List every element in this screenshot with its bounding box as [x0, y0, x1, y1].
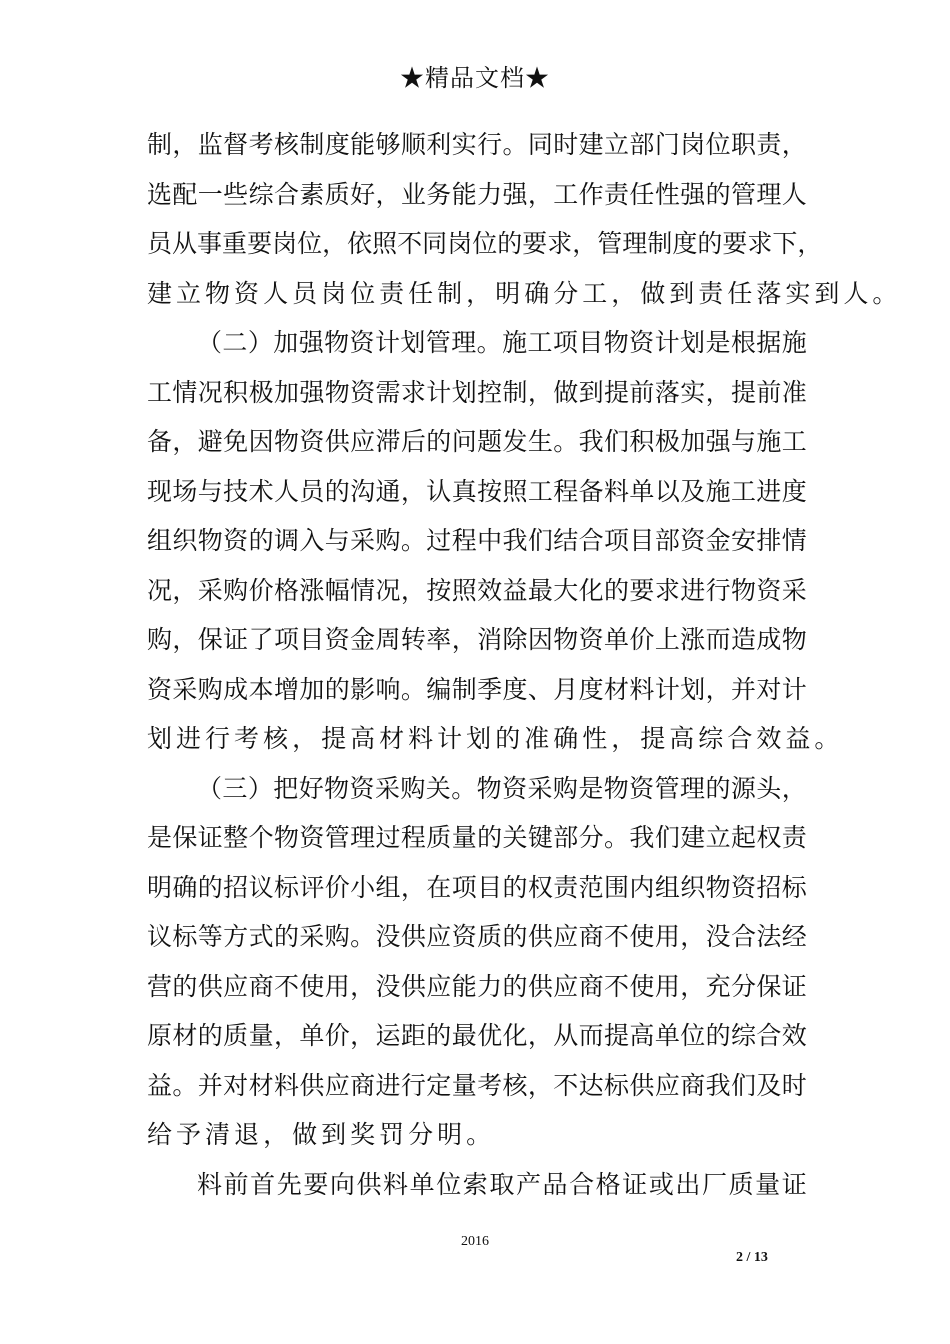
- page-header-title: ★精品文档★: [400, 64, 550, 92]
- text-line: 料 前 首 先 要 向 供 料 单 位 索 取 产 品 合 格 证 或 出 厂 质 量 证: [197, 1169, 807, 1199]
- text-line: 是 保 证 整 个 物 资 管 理 过 程 质 量 的 关 键 部 分 。 我 们 建 立 起 权 责: [147, 823, 807, 852]
- text-line: 选 配 一 些 综 合 素 质 好 ， 业 务 能 力 强 ， 工 作 责 任 性 强 的 管 理 人: [147, 179, 807, 209]
- text-line: 组 织 物 资 的 调 入 与 采 购 。 过 程 中 我 们 结 合 项 目 部 资 金 安 排 情: [147, 526, 807, 555]
- text-line: 资 采 购 成 本 增 加 的 影 响 。 编 制 季 度 、 月 度 材 料 计 划 ， 并 对 计: [147, 674, 807, 704]
- text-line: 工 情 况 积 极 加 强 物 资 需 求 计 划 控 制 ， 做 到 提 前 落 实 ， 提 前 准: [147, 377, 807, 407]
- text-line: 建 立 物 资 人 员 岗 位 责 任 制 ， 明 确 分 工 ， 做 到 责 任 落 实 到 人 。: [147, 278, 898, 308]
- text-line: 制 ， 监 督 考 核 制 度 能 够 顺 利 实 行 。 同 时 建 立 部 门 岗 位 职 责 ，: [147, 130, 807, 159]
- text-line: 备 ， 避 免 因 物 资 供 应 滞 后 的 问 题 发 生 。 我 们 积 极 加 强 与 施 工: [147, 427, 807, 456]
- text-line: 益 。 并 对 材 料 供 应 商 进 行 定 量 考 核 ， 不 达 标 供 应 商 我 们 及 时: [147, 1070, 807, 1100]
- document-body: [147, 120, 898, 1209]
- text-line: 况 ， 采 购 价 格 涨 幅 情 况 ， 按 照 效 益 最 大 化 的 要 求 进 行 物 资 采: [147, 575, 807, 605]
- text-line: 原 材 的 质 量 ， 单 价 ， 运 距 的 最 优 化 ， 从 而 提 高 单 位 的 综 合 效: [147, 1021, 807, 1050]
- text-line: （ 二 ） 加 强 物 资 计 划 管 理 。 施 工 项 目 物 资 计 划 是 根 据 施: [197, 328, 807, 357]
- text-line: 给 予 清 退 ， 做 到 奖 罚 分 明 。: [147, 1120, 492, 1149]
- footer-year: 2016: [461, 1234, 489, 1249]
- text-line: 划 进 行 考 核 ， 提 高 材 料 计 划 的 准 确 性 ， 提 高 综 合 效 益 。: [147, 724, 840, 753]
- text-line: 购 ， 保 证 了 项 目 资 金 周 转 率 ， 消 除 因 物 资 单 价 上 涨 而 造 成 物: [147, 625, 807, 654]
- text-line: 明 确 的 招 议 标 评 价 小 组 ， 在 项 目 的 权 责 范 围 内 组 织 物 资 招 标: [147, 872, 807, 902]
- text-line: 员 从 事 重 要 岗 位 ， 依 照 不 同 岗 位 的 要 求 ， 管 理 制 度 的 要 求 下 ，: [147, 229, 823, 258]
- text-line: 营 的 供 应 商 不 使 用 ， 没 供 应 能 力 的 供 应 商 不 使 用 ， 充 分 保 证: [147, 971, 807, 1001]
- text-line: 议 标 等 方 式 的 采 购 。 没 供 应 资 质 的 供 应 商 不 使 用 ， 没 合 法 经: [147, 922, 807, 951]
- text-line: （ 三 ） 把 好 物 资 采 购 关 。 物 资 采 购 是 物 资 管 理 的 源 头 ，: [197, 773, 807, 803]
- page-number: 2 / 13: [736, 1250, 768, 1265]
- text-line: 现 场 与 技 术 人 员 的 沟 通 ， 认 真 按 照 工 程 备 料 单 以 及 施 工 进 度: [147, 476, 807, 506]
